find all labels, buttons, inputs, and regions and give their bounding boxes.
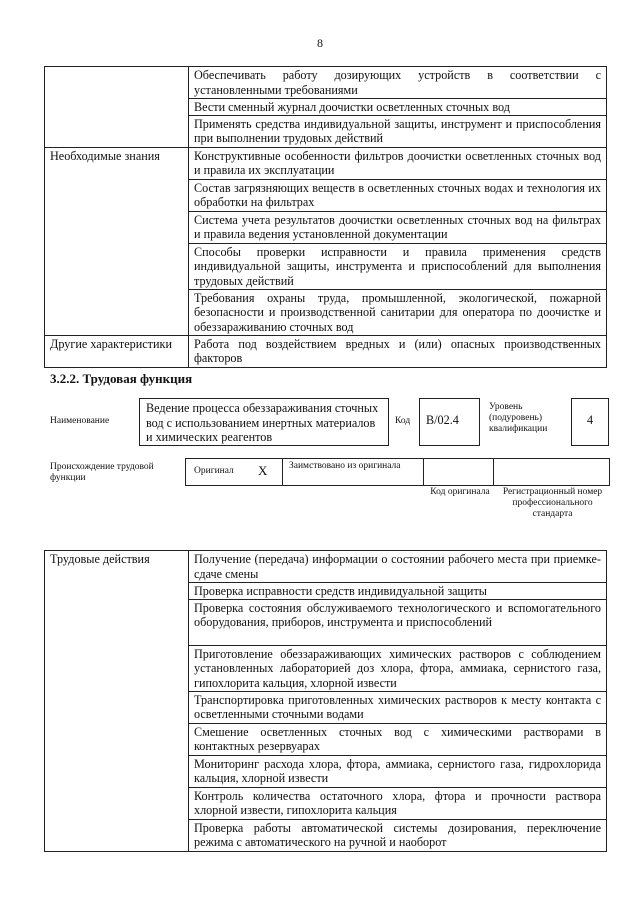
table-cell: Требования охраны труда, промышленной, экологической, пожарной безопасности и производственной санитарии для оператора по доочистке и обеззараживанию сточных вод: [189, 289, 607, 335]
table-cell: Получение (передача) информации о состоянии рабочего места при приемке-сдаче смены: [189, 551, 607, 583]
table-cell: Способы проверки исправности и правила применения средств индивидуальной защиты, инструмента и приспособлений для выполнения трудовых действий: [189, 243, 607, 289]
registration-caption: Регистрационный номер профессионального стандарта: [502, 487, 603, 519]
table-cell: Обеспечивать работу дозирующих устройств в соответствии с установленными требованиями: [189, 67, 607, 99]
table-cell: Смешение осветленных сточных вод с химическими растворами в контактных резервуарах: [189, 723, 607, 755]
table-cell: Проверка исправности средств индивидуальной защиты: [189, 583, 607, 600]
labor-actions-table: [44, 550, 607, 852]
origin-label: Происхождение трудовой функции: [50, 462, 154, 483]
table-cell: Контроль количества остаточного хлора, фтора и прочности раствора хлорной извести, гипохлорита кальция: [189, 787, 607, 819]
table-cell: Транспортировка приготовленных химических растворов к месту контакта с осветленными сточными водами: [189, 691, 607, 723]
table-row: [45, 551, 607, 583]
table-cell: Мониторинг расхода хлора, фтора, аммиака, сернистого газа, гидрохлорида кальция, хлорной извести: [189, 755, 607, 787]
name-label: Наименование: [50, 416, 110, 426]
table-cell: Система учета результатов доочистки осветленных сточных вод на фильтрах и правила ведения установленной документации: [189, 211, 607, 243]
row-label: Необходимые знания: [45, 147, 189, 335]
level-label: Уровень (подуровень) квалификации: [489, 402, 548, 434]
table-cell: Конструктивные особенности фильтров доочистки осветленных сточных вод и правила их эксплуатации: [189, 147, 607, 179]
row-label: [45, 67, 189, 148]
function-name-box: [139, 398, 389, 446]
code-value: B/02.4: [426, 413, 459, 427]
code-label: Код: [395, 416, 411, 426]
table-row: [45, 335, 607, 367]
original-label: Оригинал: [194, 466, 234, 476]
level-box: [571, 398, 609, 446]
table-cell: Приготовление обеззараживающих химических растворов с соблюдением установленных лабораторией доз хлора, фтора, аммиака, сернистого газа, гипохлорита кальция, хлорной извести: [189, 645, 607, 691]
table-row: [45, 67, 607, 99]
table-row: [45, 147, 607, 179]
level-value: 4: [586, 413, 594, 427]
table-cell: Состав загрязняющих веществ в осветленных сточных водах и технология их обработки на фильтрах: [189, 179, 607, 211]
original-mark: X: [258, 463, 268, 478]
section-title: 3.2.2. Трудовая функция: [50, 371, 193, 386]
function-name-value: Ведение процесса обеззараживания сточных вод с использованием инертных материалов и химических реагентов: [146, 401, 379, 444]
page-number: 8: [317, 36, 323, 50]
row-label: Другие характеристики: [45, 335, 189, 367]
borrowed-label: Заимствовано из оригинала: [289, 461, 401, 471]
table-cell: Работа под воздействием вредных и (или) опасных производственных факторов: [189, 335, 607, 367]
code-origin-caption: Код оригинала: [430, 487, 490, 497]
code-box: [419, 398, 480, 446]
row-label: Трудовые действия: [45, 551, 189, 852]
table-cell: Применять средства индивидуальной защиты, инструмент и приспособления при выполнении трудовых действий: [189, 115, 607, 147]
origin-row: [185, 458, 610, 486]
table-cell: Проверка состояния обслуживаемого технологического и вспомогательного оборудования, приборов, инструмента и приспособлений: [189, 599, 607, 645]
table-cell: Вести сменный журнал доочистки осветленных сточных вод: [189, 99, 607, 116]
skills-knowledge-table: [44, 66, 607, 368]
table-cell: Проверка работы автоматической системы дозирования, переключение режима с автоматического на ручной и наоборот: [189, 819, 607, 851]
